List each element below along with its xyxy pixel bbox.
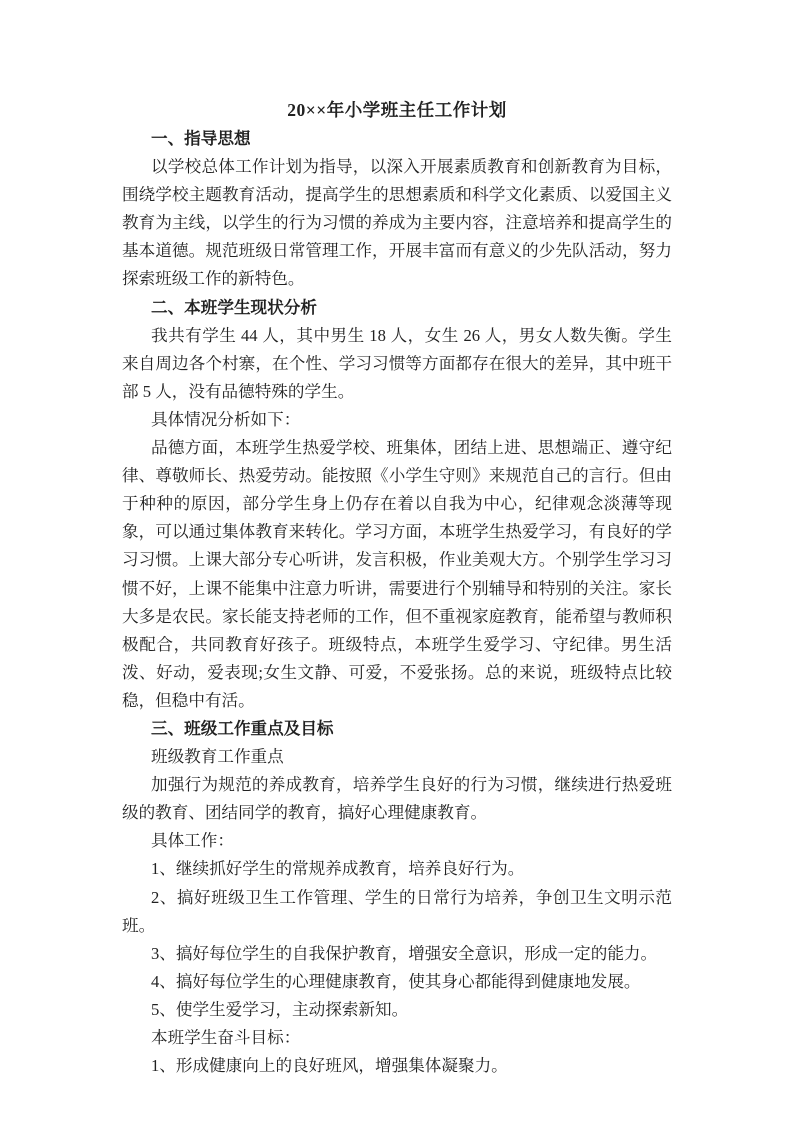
- list-item: 2、搞好班级卫生工作管理、学生的日常行为培养，争创卫生文明示范班。: [122, 887, 672, 935]
- paragraph: 我共有学生 44 人，其中男生 18 人，女生 26 人，男女人数失衡。学生来自周边各个村寨，在个性、学习习惯等方面都存在很大的差异，其中班干部 5 人，没有品德特殊的学生。: [122, 325, 672, 401]
- list-item: 5、使学生爱学习，主动探索新知。: [151, 999, 409, 1019]
- paragraph: 品德方面，本班学生热爱学校、班集体，团结上进、思想端正、遵守纪律、尊敬师长、热爱劳动。能按照《小学生守则》来规范自己的言行。但由于种种的原因，部分学生身上仍存在着以自我为中心，纪律观念淡薄等现象，可以通过集体教育来转化。学习方面，本班学生热爱学习，有良好的学习习惯。上课大部分专心听讲，发言积极，作业美观大方。个别学生学习习惯不好，上课不能集中注意力听讲，需要进行个别辅导和特别的关注。家长大多是农民。家长能支持老师的工作，但不重视家庭教育，能希望与教师积极配合，共同教育好孩子。班级特点，本班学生爱学习、守纪律。男生活泼、好动，爱表现;女生文静、可爱，不爱张扬。总的来说，班级特点比较稳，但稳中有活。: [122, 438, 672, 710]
- section-heading: 一、指导思想: [151, 129, 251, 148]
- paragraph: 以学校总体工作计划为指导，以深入开展素质教育和创新教育为目标，围绕学校主题教育活动，提高学生的思想素质和科学文化素质、以爱国主义教育为主线，以学生的行为习惯的养成为主要内容，注意培养和提高学生的基本道德。规范班级日常管理工作，开展丰富而有意义的少先队活动，努力探索班级工作的新特色。: [122, 157, 672, 289]
- section-heading: 三、班级工作重点及目标: [151, 718, 334, 738]
- list-item: 1、继续抓好学生的常规养成教育，培养良好行为。: [151, 859, 525, 879]
- section-heading: 二、本班学生现状分析: [151, 297, 317, 317]
- paragraph: 本班学生奋斗目标：: [151, 1028, 301, 1047]
- section-guiding-ideology: [122, 125, 672, 294]
- document-title: 20××年小学班主任工作计划: [287, 100, 507, 120]
- list-item: 1、形成健康向上的良好班风，增强集体凝聚力。: [151, 1056, 508, 1076]
- paragraph: 加强行为规范的养成教育，培养学生良好的行为习惯，继续进行热爱班级的教育、团结同学的教育，搞好心理健康教育。: [122, 775, 672, 823]
- paragraph: 班级教育工作重点: [151, 747, 284, 767]
- section-work-focus-and-goals: [122, 715, 672, 1080]
- list-item: 3、搞好每位学生的自我保护教育，增强安全意识，形成一定的能力。: [151, 943, 658, 963]
- section-class-status-analysis: [122, 294, 672, 715]
- paragraph: 具体工作：: [151, 831, 234, 851]
- paragraph: 具体情况分析如下：: [151, 409, 301, 429]
- list-item: 4、搞好每位学生的心理健康教育，使其身心都能得到健康地发展。: [151, 971, 641, 991]
